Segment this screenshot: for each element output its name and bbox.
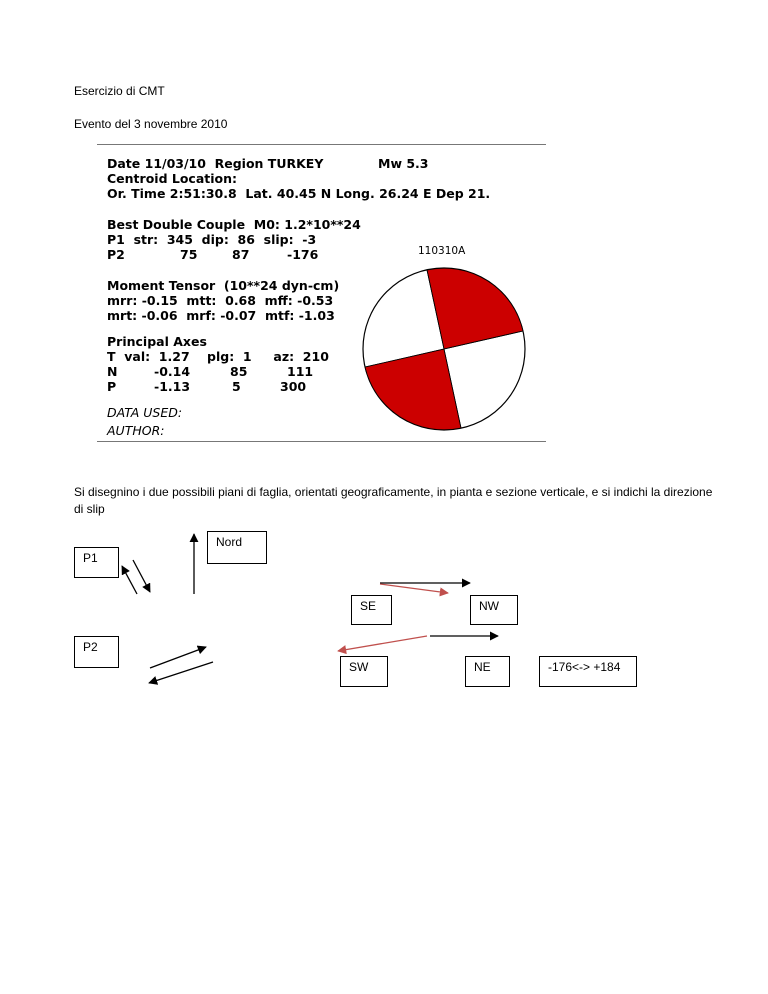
nw-box: NW xyxy=(470,595,518,625)
cmt-origin-line: Or. Time 2:51:30.8 Lat. 40.45 N Long. 26.24 E Dep 21. xyxy=(107,186,491,201)
cmt-p2-label: P2 xyxy=(107,247,125,262)
cmt-p2-slip: -176 xyxy=(287,247,319,262)
beachball-compressional-quadrant-sw xyxy=(365,349,461,430)
nord-box: Nord xyxy=(207,531,267,564)
p2-slip-arrow-lower xyxy=(149,662,213,683)
sw-box: SW xyxy=(340,656,388,687)
se-nw-slip-arrow xyxy=(380,584,448,593)
cmt-pa-n-val: -0.14 xyxy=(154,364,191,379)
slip-note-box: -176<-> +184 xyxy=(539,656,637,687)
p2-slip-arrow-upper xyxy=(150,647,206,668)
cmt-pa-n-az: 111 xyxy=(287,364,314,379)
instructions-text: Si disegnino i due possibili piani di faglia, orientati geograficamente, in pianta e sezione verticale, e si indichi la direzione di slip xyxy=(74,485,713,516)
cmt-data-used: DATA USED: xyxy=(107,405,183,420)
cmt-p2-strike: 75 xyxy=(180,247,198,262)
cmt-pa-n-label: N xyxy=(107,364,118,379)
cmt-p1-row: P1 str: 345 dip: 86 slip: -3 xyxy=(107,232,317,247)
cmt-mt-row2: mrt: -0.06 mrf: -0.07 mtf: -1.03 xyxy=(107,308,335,323)
cmt-magnitude: Mw 5.3 xyxy=(378,156,429,171)
beachball-focal-mechanism xyxy=(363,268,525,430)
cmt-pa-t-row: T val: 1.27 plg: 1 az: 210 xyxy=(107,349,329,364)
se-box: SE xyxy=(351,595,392,625)
cmt-bottom-rule xyxy=(97,441,546,442)
p1-slip-arrow-right xyxy=(133,560,150,592)
cmt-author: AUTHOR: xyxy=(107,423,165,438)
cmt-p2-dip: 87 xyxy=(232,247,250,262)
cmt-centroid-label: Centroid Location: xyxy=(107,171,238,186)
cmt-mt-title: Moment Tensor (10**24 dyn-cm) xyxy=(107,278,340,293)
page-subtitle: Evento del 3 novembre 2010 xyxy=(74,117,228,131)
sw-ne-slip-arrow xyxy=(338,636,427,651)
p1-box: P1 xyxy=(74,547,119,578)
beachball-outline xyxy=(363,268,525,430)
page-title: Esercizio di CMT xyxy=(74,84,165,98)
cmt-top-rule xyxy=(97,144,546,145)
cmt-event-id: 110310A xyxy=(418,245,466,257)
ne-box: NE xyxy=(465,656,510,687)
cmt-pa-p-label: P xyxy=(107,379,117,394)
beachball-compressional-quadrant-ne xyxy=(427,268,523,349)
cmt-pa-p-plg: 5 xyxy=(232,379,241,394)
cmt-bdc-title: Best Double Couple M0: 1.2*10**24 xyxy=(107,217,361,232)
p2-box: P2 xyxy=(74,636,119,668)
beachball-nodal-plane-1 xyxy=(427,270,461,428)
beachball-nodal-plane-2 xyxy=(365,331,523,367)
cmt-pa-p-val: -1.13 xyxy=(154,379,191,394)
cmt-pa-n-plg: 85 xyxy=(230,364,248,379)
cmt-mt-row1: mrr: -0.15 mtt: 0.68 mff: -0.53 xyxy=(107,293,334,308)
p1-slip-arrow-left xyxy=(122,566,137,594)
cmt-pa-title: Principal Axes xyxy=(107,334,207,349)
cmt-pa-p-az: 300 xyxy=(280,379,307,394)
cmt-date-region: Date 11/03/10 Region TURKEY xyxy=(107,156,324,171)
